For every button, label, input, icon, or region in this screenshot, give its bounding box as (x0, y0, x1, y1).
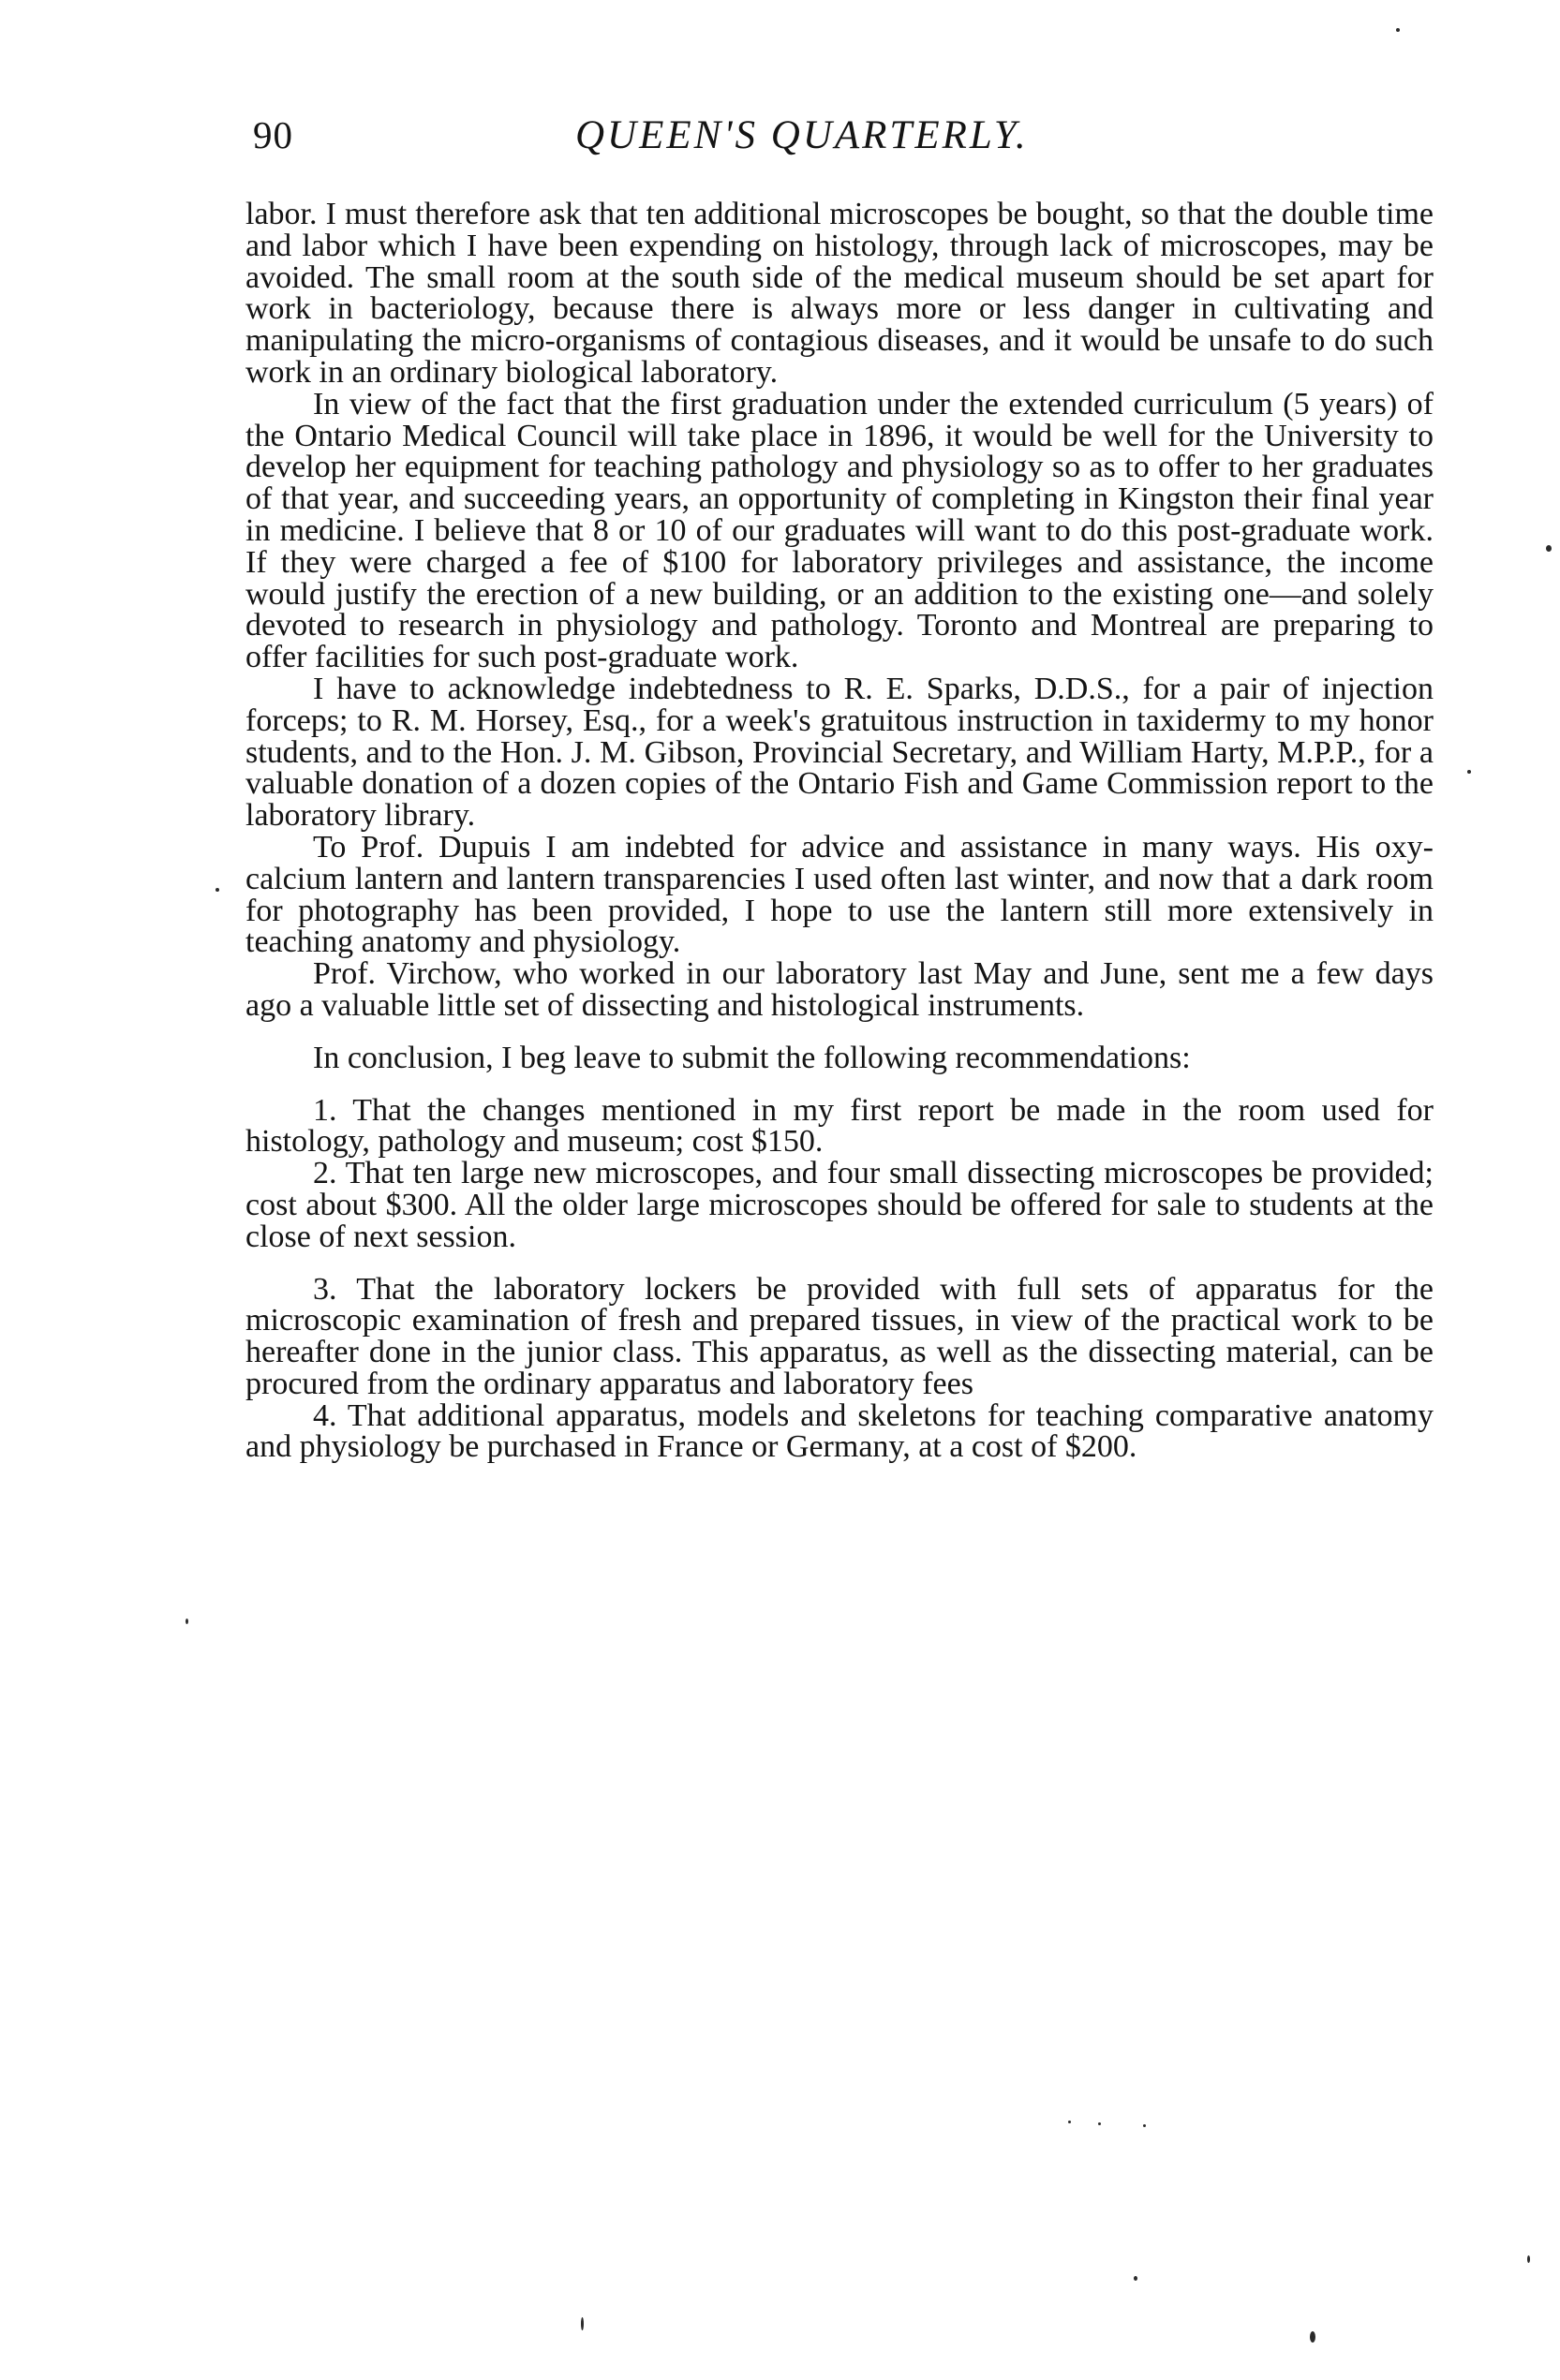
print-speck (186, 1619, 188, 1624)
recommendation-3: 3. That the laboratory lockers be provided with full sets of apparatus for the microscopic examination of fresh and prepared tissues, in view of the practical work to be hereafter done in the junior class. This apparatus, as well as the dissecting material, can be procured from the ordinary apparatus and laboratory fees (245, 1271, 1434, 1401)
print-speck (1310, 2331, 1315, 2343)
print-speck (1396, 28, 1400, 32)
paragraph-dupuis: To Prof. Dupuis I am indebted for advice and assistance in many ways. His oxy-calcium lantern and lantern transparencies I used often last winter, and now that a dark room for photography has been provided, I hope to use the lantern still more extensively in teaching anatomy and physiology. (245, 829, 1434, 960)
running-head: QUEEN'S QUARTERLY. (575, 113, 1029, 157)
paragraph-acknowledgements: I have to acknowledge indebtedness to R. E. Sparks, D.D.S., for a pair of injection forceps; to R. M. Horsey, Esq., for a week's gratuitous instruction in taxidermy to my honor students, and to the Hon. J. M. Gibson, Provincial Secretary, and William Harty, M.P.P., for a valuable donation of a dozen copies of the Ontario Fish and Game Commission report to the laboratory library. (245, 671, 1434, 834)
page-header (245, 112, 1434, 178)
recommendation-1: 1. That the changes mentioned in my first report be made in the room used for histology, pathology and museum; cost $150. (245, 1092, 1434, 1160)
recommendation-4: 4. That additional apparatus, models and skeletons for teaching comparative anatomy and physiology be purchased in France or Germany, at a cost of $200. (245, 1397, 1434, 1465)
paragraph-conclusion: In conclusion, I beg leave to submit the following recommendations: (313, 1040, 1191, 1075)
body-text (245, 199, 1434, 1463)
print-speck (1467, 770, 1471, 774)
print-speck (1527, 2255, 1530, 2263)
recommendation-2: 2. That ten large new microscopes, and four small dissecting microscopes be provided; cost about $300. All the older large microscopes should be offered for sale to students at the close of next session. (245, 1156, 1434, 1254)
print-speck (581, 2317, 584, 2330)
print-speck (1143, 2124, 1146, 2127)
paragraph-graduation: In view of the fact that the first graduation under the extended curriculum (5 years) of the Ontario Medical Council will take place in 1896, it would be well for the University to develop her equipment for teaching pathology and physiology so as to offer to her graduates of that year, and succeeding years, an opportunity of completing in Kingston their final year in medicine. I believe that 8 or 10 of our graduates will want to do this post-graduate work. If they were charged a fee of $100 for laboratory privileges and assistance, the income would justify the erection of a new building, or an addition to the existing one—and solely devoted to research in physiology and pathology. Toronto and Montreal are preparing to offer facilities for such post-graduate work. (245, 386, 1434, 675)
print-speck (215, 888, 219, 892)
print-speck (1134, 2276, 1137, 2281)
page-number: 90 (253, 113, 293, 156)
paragraph-virchow: Prof. Virchow, who worked in our laboratory last May and June, sent me a few days ago a valuable little set of dissecting and histological instruments. (245, 956, 1434, 1023)
print-speck (1098, 2122, 1101, 2125)
print-speck (1546, 545, 1552, 552)
paragraph-continued: labor. I must therefore ask that ten additional microscopes be bought, so that the double time and labor which I have been expending on histology, through lack of microscopes, may be avoided. The small room at the south side of the medical museum should be set apart for work in bacteriology, because there is always more or less danger in cultivating and manipulating the micro-organisms of contagious diseases, and it would be unsafe to do such work in an ordinary biological laboratory. (245, 197, 1434, 390)
print-speck (1068, 2121, 1071, 2123)
